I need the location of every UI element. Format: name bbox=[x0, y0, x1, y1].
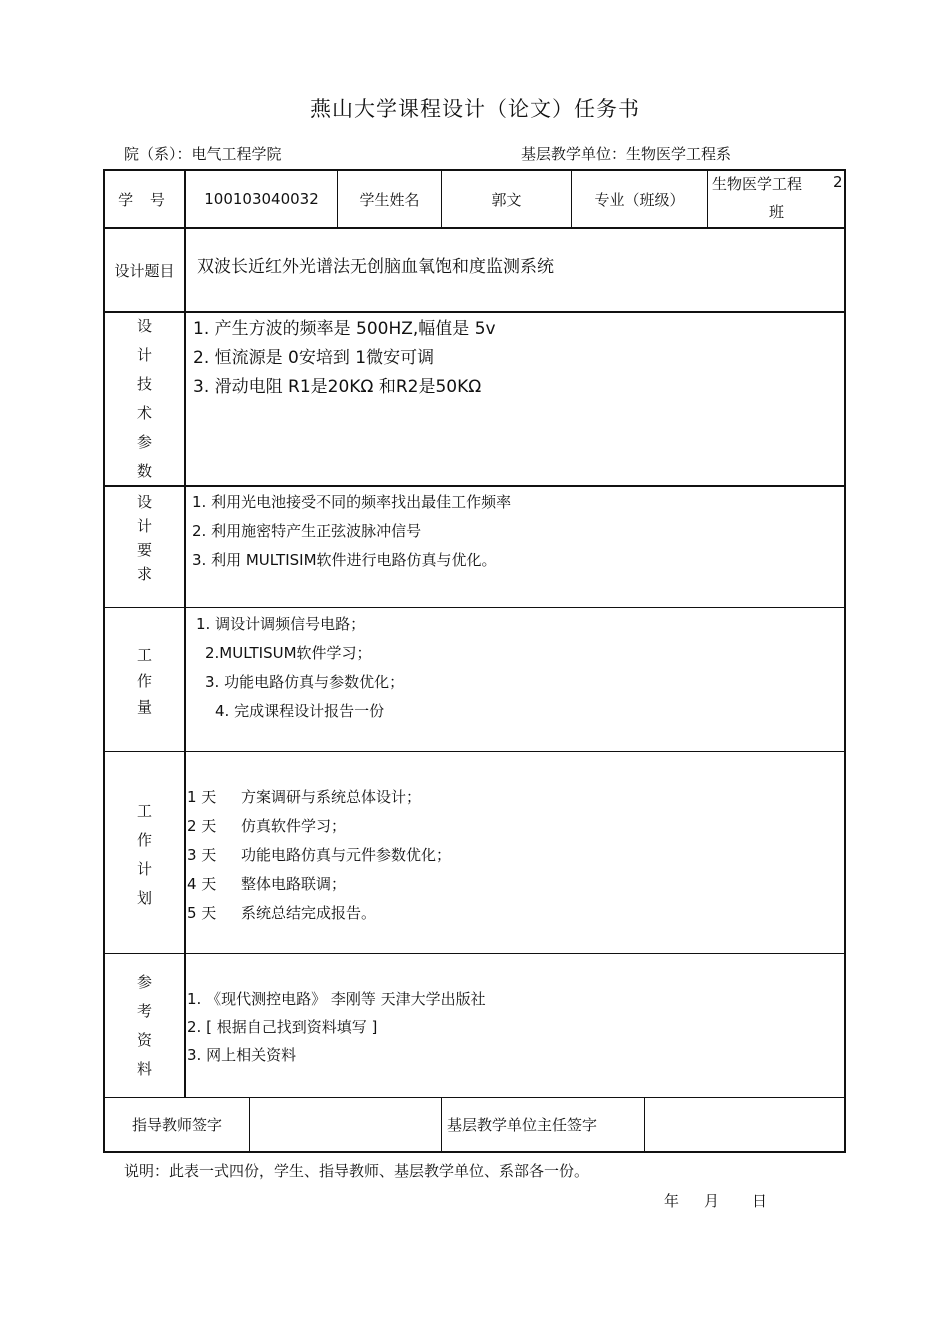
schedule-item bbox=[187, 870, 451, 899]
college-value: 电气工程学院 bbox=[191, 145, 282, 163]
rule-row3 bbox=[103, 485, 846, 487]
rule-bottom bbox=[103, 1151, 846, 1153]
list-item: 3. 利用 MULTISIM软件进行电路仿真与优化。 bbox=[192, 551, 497, 569]
label-char: 资 bbox=[136, 1031, 152, 1049]
label-char: 考 bbox=[136, 1002, 152, 1020]
label-char: 量 bbox=[136, 698, 152, 716]
label-char: 工 bbox=[136, 646, 152, 664]
schedule-task: 仿真软件学习； bbox=[241, 817, 347, 835]
schedule-day: 2 天 bbox=[187, 817, 217, 835]
workload-item: 2.MULTISUM软件学习； bbox=[205, 644, 372, 662]
workload-item: 1. 调设计调频信号电路； bbox=[196, 615, 366, 633]
student-id-value: 100103040032 bbox=[204, 190, 319, 208]
rule-sig-c2 bbox=[441, 1097, 442, 1152]
schedule-task: 系统总结完成报告。 bbox=[241, 904, 377, 922]
major-value-line1: 生物医学工程 bbox=[712, 175, 803, 193]
schedule-day: 4 天 bbox=[187, 875, 217, 893]
college-label: 院（系）： bbox=[124, 145, 192, 163]
list-item: 1. 《现代测控电路》 李刚等 天津大学出版社 bbox=[187, 990, 486, 1008]
list-item: 3. 滑动电阻 R1是20KΩ 和R2是50KΩ bbox=[193, 377, 482, 397]
rule-label-col bbox=[184, 169, 186, 1098]
label-char: 计 bbox=[136, 346, 152, 364]
student-name-label: 学生姓名 bbox=[359, 190, 420, 209]
label-char: 划 bbox=[136, 889, 152, 907]
requirements-list bbox=[192, 488, 511, 575]
schedule-day: 5 天 bbox=[187, 904, 217, 922]
rule-right bbox=[844, 169, 846, 1153]
workload-list bbox=[196, 610, 404, 726]
unit-value: 生物医学工程系 bbox=[626, 145, 732, 163]
unit-field bbox=[521, 143, 731, 164]
references-list bbox=[187, 985, 486, 1069]
label-char: 设 bbox=[136, 317, 152, 335]
requirements-label bbox=[105, 487, 184, 589]
date-month: 月 bbox=[704, 1192, 720, 1210]
schedule-task: 功能电路仿真与元件参数优化； bbox=[241, 846, 452, 864]
unit-label: 基层教学单位： bbox=[521, 145, 627, 163]
label-char: 计 bbox=[136, 517, 152, 535]
list-item: 1. 产生方波的频率是 500HZ,幅值是 5v bbox=[193, 319, 496, 339]
topic-label: 设计题目 bbox=[114, 261, 175, 280]
label-char: 要 bbox=[136, 541, 152, 559]
label-char: 设 bbox=[136, 493, 152, 511]
list-item: 2. 恒流源是 0安培到 1微安可调 bbox=[193, 348, 435, 368]
page-title: 燕山大学课程设计（论文）任务书 bbox=[310, 97, 640, 121]
form-note: 说明：此表一式四份，学生、指导教师、基层教学单位、系部各一份。 bbox=[124, 1162, 590, 1180]
schedule-day: 1 天 bbox=[187, 788, 217, 806]
schedule-task: 方案调研与系统总体设计； bbox=[241, 788, 422, 806]
rule-row2 bbox=[103, 311, 846, 313]
schedule-item bbox=[187, 899, 451, 928]
label-char: 工 bbox=[136, 802, 152, 820]
topic-value: 双波长近红外光谱法无创脑血氧饱和度监测系统 bbox=[197, 257, 554, 277]
student-name-value: 郭文 bbox=[491, 190, 522, 209]
college-field bbox=[124, 143, 282, 164]
teacher-signature-field[interactable] bbox=[250, 1098, 441, 1151]
label-char: 技 bbox=[136, 375, 152, 393]
tech-params-label bbox=[105, 313, 184, 485]
workload-item: 4. 完成课程设计报告一份 bbox=[215, 702, 385, 720]
references-label bbox=[105, 968, 184, 1084]
label-char: 术 bbox=[136, 404, 152, 422]
schedule-item bbox=[187, 812, 451, 841]
major-class-number: 2 bbox=[833, 173, 843, 191]
unit-head-signature-field[interactable] bbox=[645, 1098, 844, 1151]
date-day: 日 bbox=[752, 1192, 768, 1210]
teacher-signature-label: 指导教师签字 bbox=[131, 1116, 222, 1134]
list-item: 2. 利用施密特产生正弦波脉冲信号 bbox=[192, 522, 422, 540]
list-item: 3. 网上相关资料 bbox=[187, 1046, 297, 1064]
student-id-label: 学 号 bbox=[118, 190, 171, 209]
schedule-task: 整体电路联调； bbox=[241, 875, 347, 893]
rule-row4 bbox=[103, 607, 846, 608]
major-value-line2: 班 bbox=[769, 203, 785, 221]
workload-item: 3. 功能电路仿真与参数优化； bbox=[205, 673, 405, 691]
rule-row5 bbox=[103, 751, 846, 752]
label-char: 作 bbox=[136, 672, 152, 690]
list-item: 1. 利用光电池接受不同的频率找出最佳工作频率 bbox=[192, 493, 512, 511]
label-char: 作 bbox=[136, 831, 152, 849]
rule-r1-c5 bbox=[707, 169, 708, 228]
label-char: 料 bbox=[136, 1060, 152, 1078]
rule-row1 bbox=[103, 227, 846, 229]
list-item: 2. [ 根据自己找到资料填写 ] bbox=[187, 1018, 378, 1036]
date-year: 年 bbox=[664, 1192, 680, 1210]
major-label: 专业（班级） bbox=[594, 190, 685, 209]
label-char: 参 bbox=[136, 973, 152, 991]
schedule-day: 3 天 bbox=[187, 846, 217, 864]
schedule-item bbox=[187, 783, 451, 812]
label-char: 求 bbox=[136, 565, 152, 583]
schedule-list bbox=[187, 783, 451, 928]
workload-label bbox=[105, 642, 184, 720]
label-char: 参 bbox=[136, 433, 152, 451]
schedule-label bbox=[105, 797, 184, 913]
label-char: 数 bbox=[136, 462, 152, 480]
tech-params-list bbox=[193, 315, 496, 402]
unit-head-signature-label: 基层教学单位主任签字 bbox=[447, 1116, 598, 1134]
label-char: 计 bbox=[136, 860, 152, 878]
schedule-item bbox=[187, 841, 451, 870]
rule-row6 bbox=[103, 953, 846, 954]
